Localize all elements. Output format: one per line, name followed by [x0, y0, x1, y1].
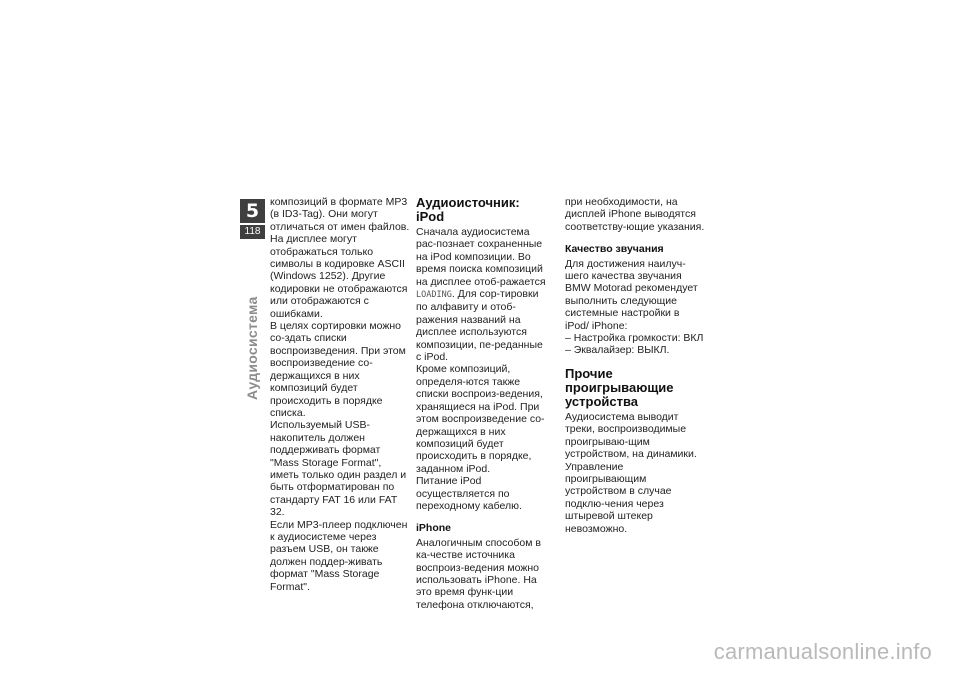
ipod-body-after: . Для сор-тировки по алфавиту и отоб-ражения названий на дисплее используются композиции, пе-реданные с iPod. Кроме композиций, определя-ются также списки воспроиз-ведения, хранящиеся на iPod. При этом воспроизведение со-держащихся в них композиций будет происходить в порядке, заданном iPod. Питание iPod осуществляется по переходному кабелю. — [416, 288, 545, 512]
ipod-body-before: Сначала аудиосистема рас-познает сохраненные на iPod композиции. Во время поиска композиций на дисплее отоб-ражается — [416, 226, 546, 288]
watermark: carmanualsonline.info — [713, 639, 932, 664]
other-devices-heading: Прочие проигрывающие устройства — [565, 365, 674, 409]
ipod-body — [416, 226, 550, 512]
chapter-number: 5 — [245, 200, 260, 222]
ipod-heading: Аудиоисточник: iPod — [416, 195, 520, 224]
sound-quality-body: Для достижения наилуч-шего качества звучания BMW Motorad рекомендует выполнить следующие системные настройки в iPod/ iPhone: — [565, 257, 698, 332]
setting-equalizer-item: – Эквалайзер: ВЫКЛ. — [565, 344, 670, 357]
column-left — [270, 196, 410, 593]
chapter-badge — [240, 199, 265, 239]
setting-volume-item: – Настройка громкости: ВКЛ — [565, 332, 704, 345]
column-middle — [416, 196, 550, 611]
sound-quality-heading: Качество звучания — [565, 243, 664, 256]
column-right — [565, 196, 705, 535]
other-devices-body: Аудиосистема выводит треки, воспроизводимые проигрываю-щим устройством, на динамики. Управление проигрывающим устройством в случае подклю-чения через штыревой штекер невозможно. — [565, 410, 697, 535]
section-side-title: Аудиосистема — [244, 296, 260, 400]
iphone-continued: при необходимости, на дисплей iPhone выводятся соответству-ющие указания. — [565, 196, 705, 233]
col1-body: композиций в формате MP3 (в ID3-Tag). Они могут отличаться от имен файлов. На дисплее могут отображаться только символы в кодировке ASCII (Windows 1252). Другие кодировки не отображаются или отображаются с ошибками. В целях сортировки можно со-здать списки воспроизведения. При этом воспроизведение со-держащихся в них композиций будет происходить в порядке списка. Используемый USB-накопитель должен поддерживать формат "Mass Storage Format", иметь только один раздел и быть отформатирован по стандарту FAT 16 или FAT 32. Если MP3-плеер подключен к аудиосистеме через разъем USB, он также должен поддер-живать формат "Mass Storage Format". — [270, 196, 410, 593]
page-number: 118 — [244, 226, 261, 237]
iphone-heading: iPhone — [416, 522, 452, 535]
iphone-body: Аналогичным способом в ка-честве источника воспроиз-ведения можно использовать iPhone. На это время функ-ции телефона отключаются, — [416, 536, 541, 611]
loading-indicator-text: LOADING — [416, 290, 452, 301]
